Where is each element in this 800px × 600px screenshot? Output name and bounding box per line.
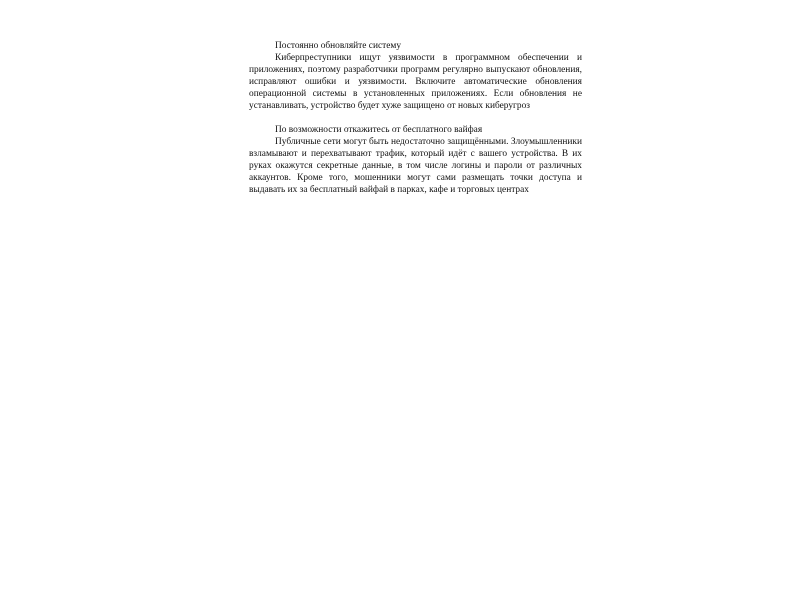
- section-free-wifi: [249, 124, 582, 196]
- section-system-updates: [249, 40, 582, 112]
- section-heading: По возможности откажитесь от бесплатного вайфая: [275, 125, 483, 135]
- section-body: Киберпреступники ищут уязвимости в программном обеспечении и приложениях, поэтому разработчики программ регулярно выпускают обновления, исправляют ошибки и уязвимости. Включите автоматические обновления операционной системы в установленных приложениях. Если обновления не устанавливать, устройство будет хуже защищено от новых киберугроз: [249, 53, 582, 111]
- document-page: [249, 40, 582, 196]
- section-heading: Постоянно обновляйте систему: [275, 41, 402, 51]
- section-body: Публичные сети могут быть недостаточно защищёнными. Злоумышленники взламывают и перехватывают трафик, который идёт с вашего устройства. В их руках окажутся секретные данные, в том числе логины и пароли от различных аккаунтов. Кроме того, мошенники могут сами размещать точки доступа и выдавать их за бесплатный вайфай в парках, кафе и торговых центрах: [249, 137, 582, 195]
